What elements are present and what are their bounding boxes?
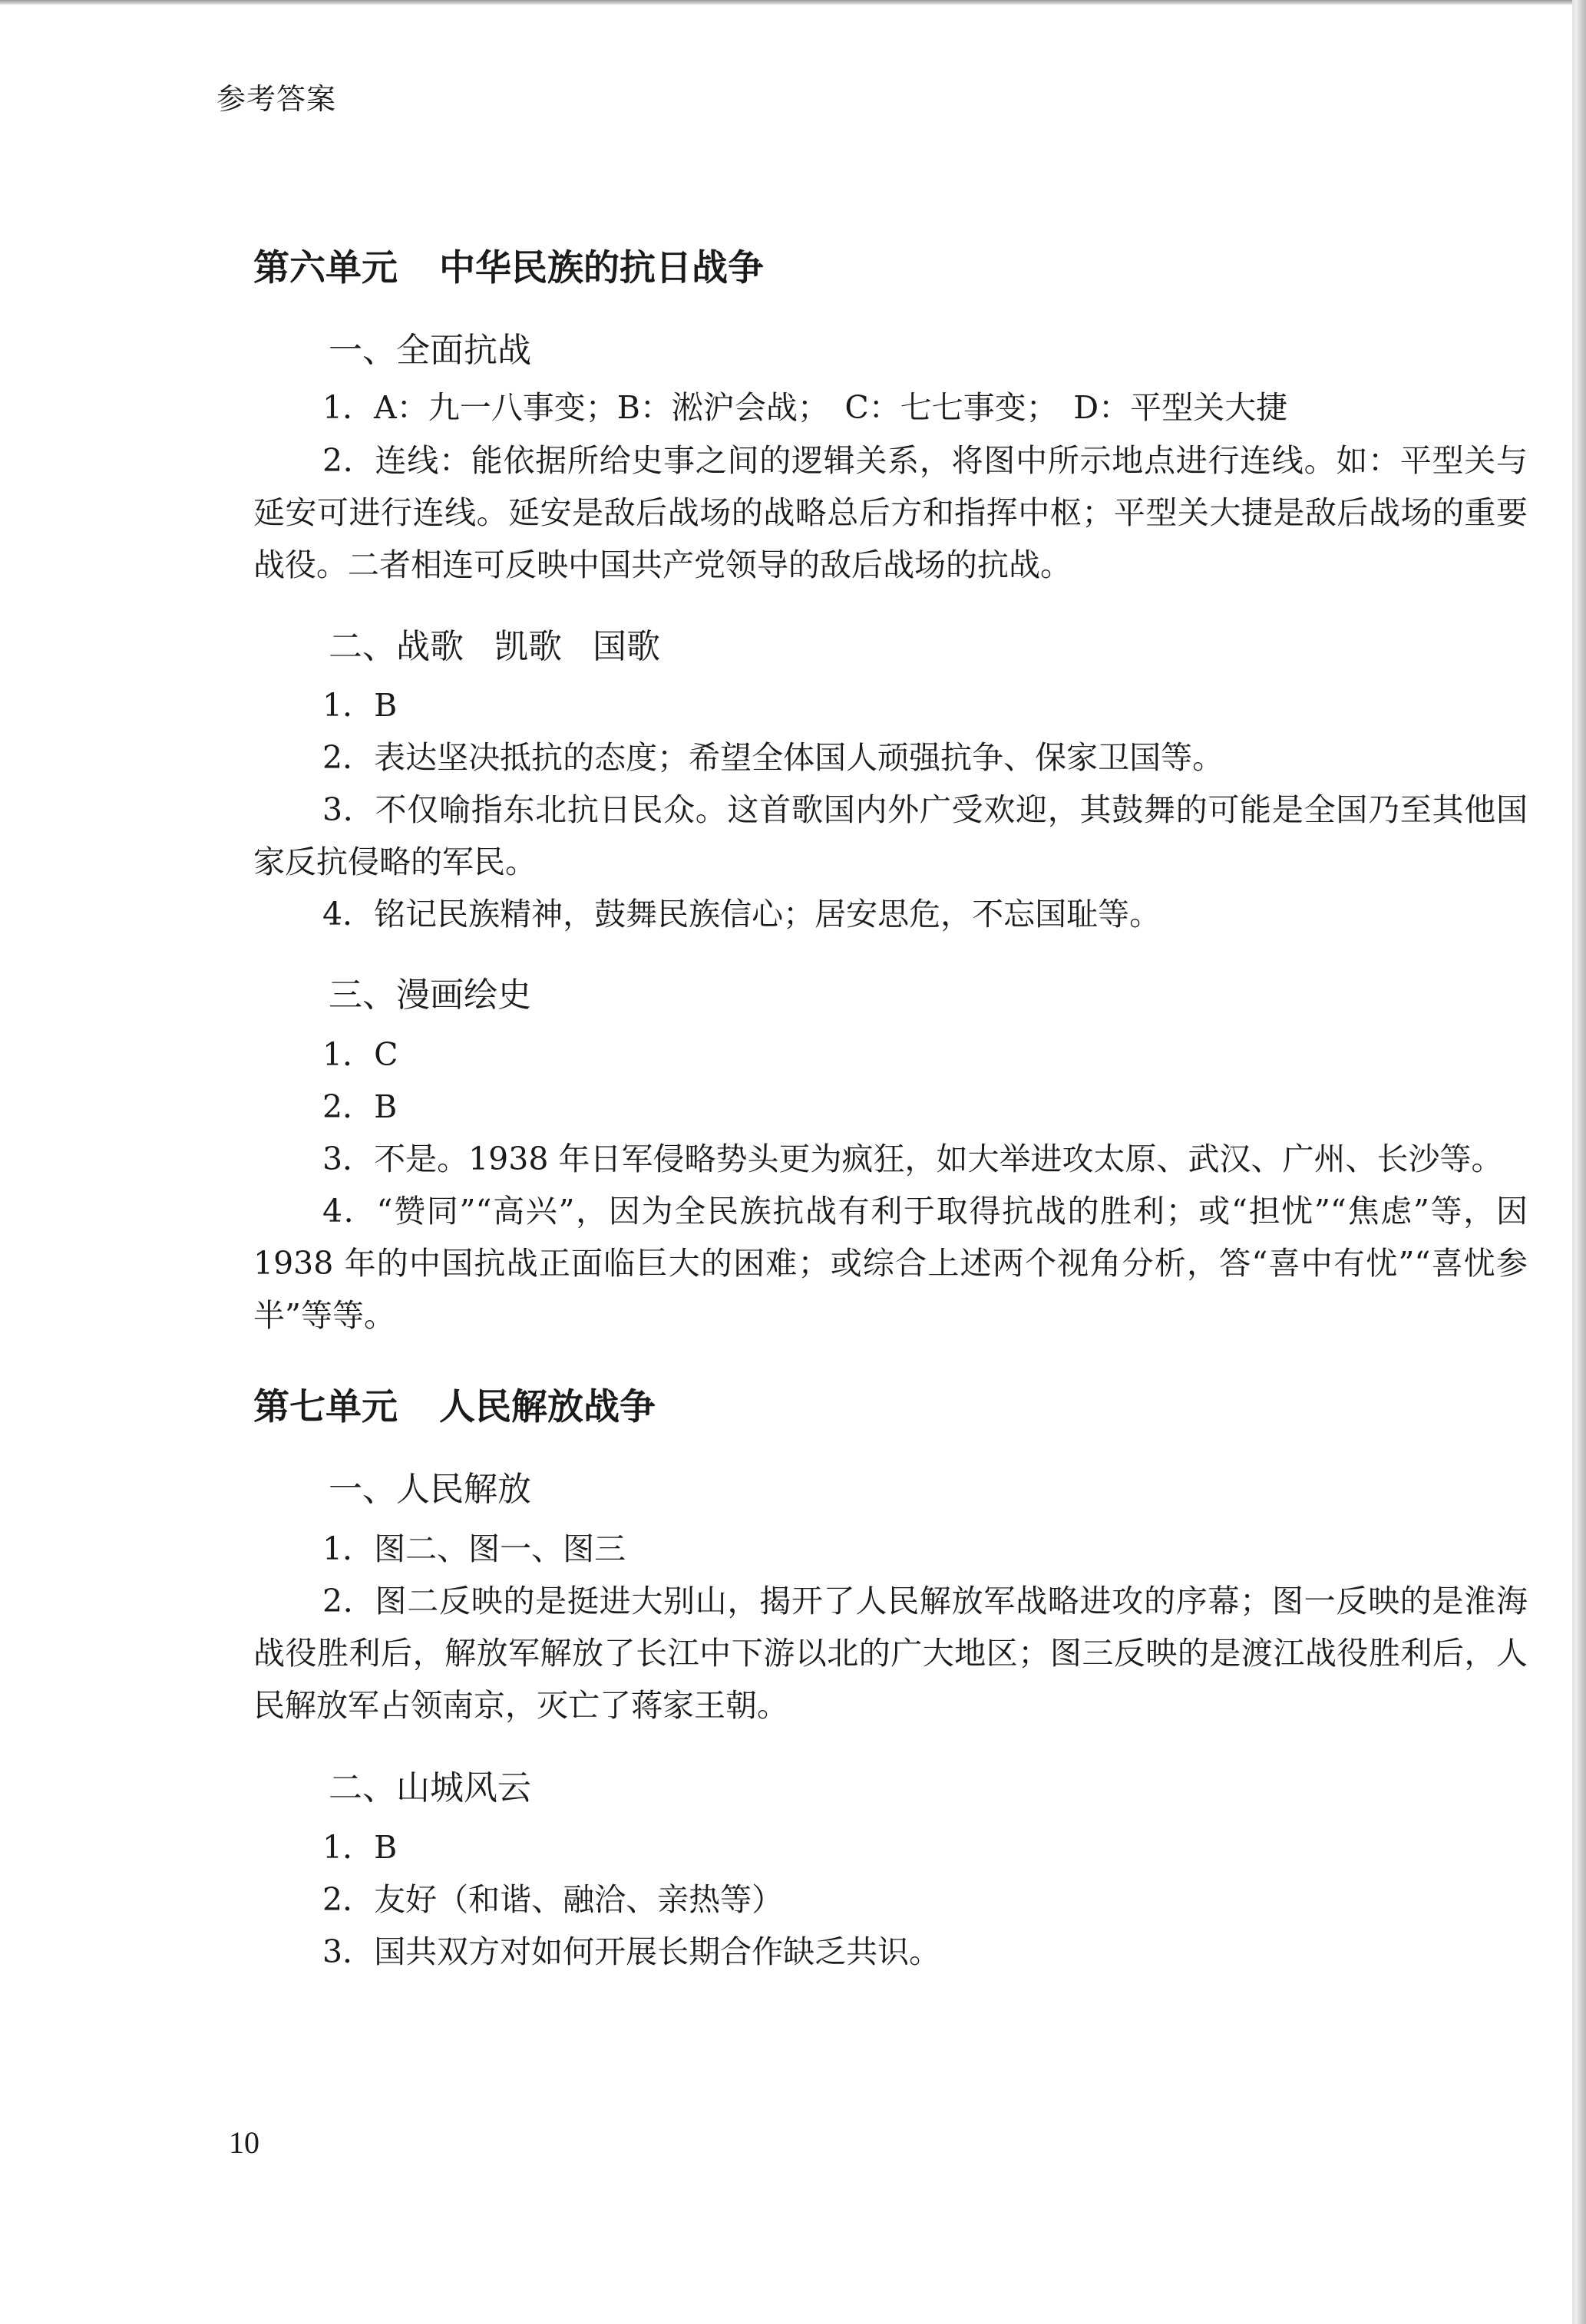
unit6-section1-title: 一、全面抗战: [329, 331, 531, 370]
unit6-sec3-item4: 4．“赞同”“高兴”，因为全民族抗战有利于取得抗战的胜利；或“担忧”“焦虑”等，因 1938 年的中国抗战正面临巨大的困难；或综合上述两个视角分析，答“喜中有忧”“喜忧参半”等等。: [253, 1193, 1528, 1334]
section2-title-part3: 国歌: [593, 627, 660, 666]
unit7-sec1-item1: 1．图二、图一、图三: [322, 1530, 626, 1567]
running-head: 参考答案: [216, 82, 337, 116]
unit6-sec2-item1: 1．B: [322, 687, 398, 724]
unit6-section2-title: [329, 619, 660, 668]
unit7-sec2-item2: 2．友好（和谐、融洽、亲热等）: [322, 1881, 784, 1918]
unit7-sec2-item3: 3．国共双方对如何开展长期合作缺乏共识。: [322, 1933, 941, 1970]
unit7-section1-title: 一、人民解放: [329, 1470, 531, 1509]
unit6-name: 中华民族的抗日战争: [439, 247, 764, 289]
scan-edge-right: [1575, 0, 1586, 2324]
unit6-sec1-item1: 1．A：九一八事变；B：淞沪会战； C：七七事变； D：平型关大捷: [322, 389, 1288, 426]
unit7-sec1-item2: 2．图二反映的是挺进大别山，揭开了人民解放军战略进攻的序幕；图一反映的是淮海战役胜利后，解放军解放了长江中下游以北的广大地区；图三反映的是渡江战役胜利后，人民解放军占领南京，灭亡了蒋家王朝。: [253, 1583, 1528, 1724]
section2-title-part1: 二、战歌: [329, 627, 464, 666]
unit7-number: 第七单元: [253, 1386, 398, 1428]
unit6-sec3-item1: 1．C: [322, 1036, 398, 1073]
page-number: 10: [229, 2125, 259, 2160]
unit6-number: 第六单元: [253, 247, 398, 289]
unit6-section3-title: 三、漫画绘史: [329, 975, 531, 1015]
scan-edge-top: [0, 0, 1586, 5]
unit7-title: [253, 1378, 656, 1430]
unit6-sec3-item3: 3．不是。1938 年日军侵略势头更为疯狂，如大举进攻太原、武汉、广州、长沙等。: [322, 1141, 1503, 1177]
unit6-sec3-item2: 2．B: [322, 1088, 398, 1125]
unit7-section2-title: 二、山城风云: [329, 1768, 531, 1807]
unit6-title: [253, 239, 764, 291]
unit6-sec2-item4: 4．铭记民族精神，鼓舞民族信心；居安思危，不忘国耻等。: [322, 896, 1161, 933]
unit6-sec2-item2: 2．表达坚决抵抗的态度；希望全体国人顽强抗争、保家卫国等。: [322, 739, 1224, 776]
unit7-name: 人民解放战争: [439, 1386, 656, 1428]
unit7-sec2-item1: 1．B: [322, 1829, 398, 1866]
unit6-sec2-item3: 3．不仅喻指东北抗日民众。这首歌国内外广受欢迎，其鼓舞的可能是全国乃至其他国家反抗侵略的军民。: [253, 791, 1528, 880]
unit6-sec1-item2: 2．连线：能依据所给史事之间的逻辑关系，将图中所示地点进行连线。如：平型关与延安可进行连线。延安是敌后战场的战略总后方和指挥中枢；平型关大捷是敌后战场的重要战役。二者相连可反映中国共产党领导的敌后战场的抗战。: [253, 442, 1528, 583]
section2-title-part2: 凯歌: [494, 627, 562, 666]
